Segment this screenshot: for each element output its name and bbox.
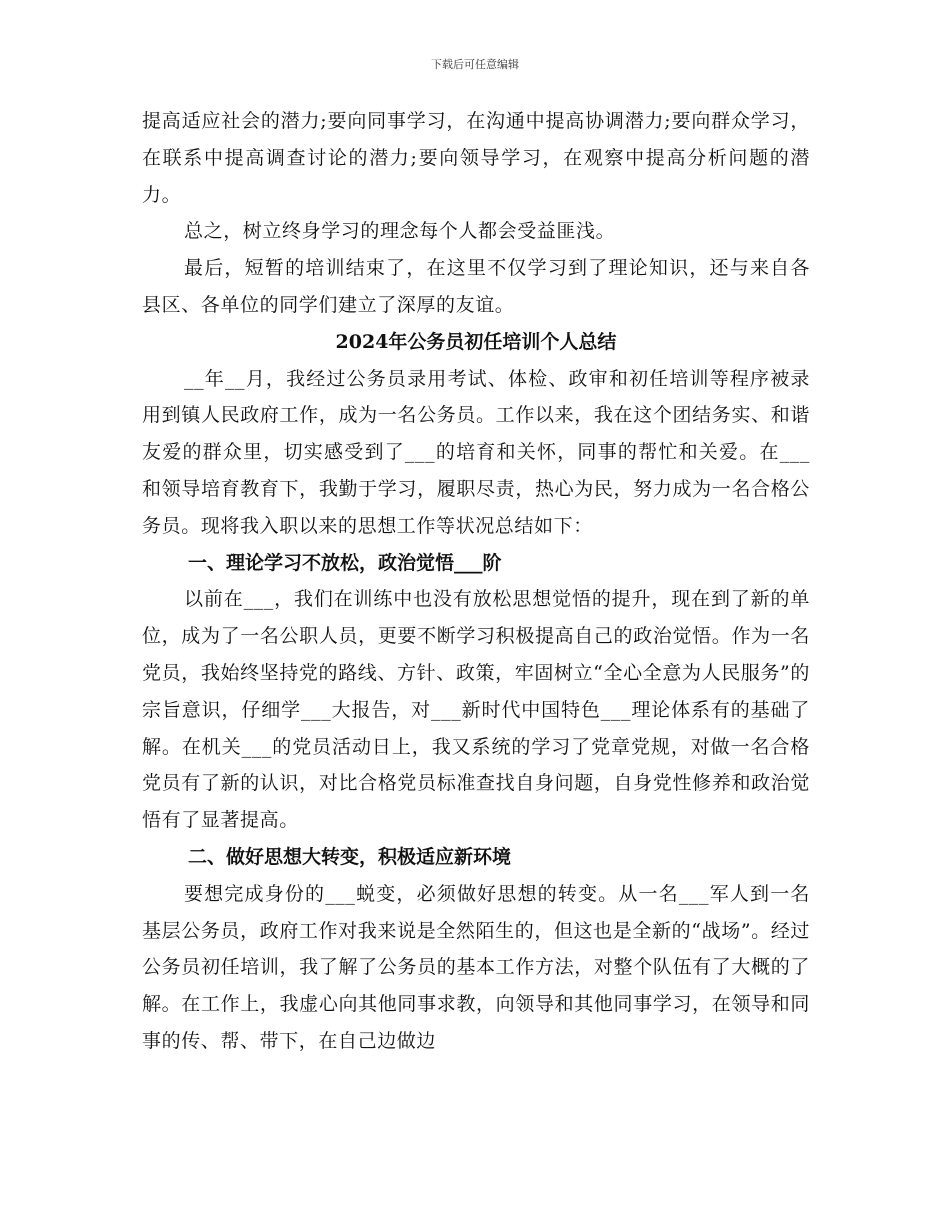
page-header-note: 下载后可任意编辑	[431, 58, 519, 71]
paragraph-section-2: 要想完成身份的___蜕变，必须做好思想的转变。从一名___军人到一名基层公务员，政府工作对我来说是全然陌生的，但这也是全新的“战场”。经过公务员初任培训，我了解了公务员的基本工作方法，对整个队伍有了大概的了解。在工作上，我虚心向其他同事求教，向领导和其他同事学习，在领导和同事的传、帮、带下，在自己边做边	[142, 882, 810, 1052]
paragraph-section-1: 以前在___，我们在训练中也没有放松思想觉悟的提升，现在到了新的单位，成为了一名公职人员，更要不断学习积极提高自己的政治觉悟。作为一名党员，我始终坚持党的路线、方针、政策，牢固树立“全心全意为人民服务”的宗旨意识，仔细学___大报告，对___新时代中国特色___理论体系有的基础了解。在机关___的党员活动日上，我又系统的学习了党章党规，对做一名合格党员有了新的认识，对比合格党员标准查找自身问题，自身党性修养和政治觉悟有了显著提高。	[142, 588, 810, 832]
paragraph-continued: 提高适应社会的潜力;要向同事学习，在沟通中提高协调潜力;要向群众学习，在联系中提高调查讨论的潜力;要向领导学习，在观察中提高分析问题的潜力。	[142, 110, 810, 206]
section-heading-2: 二、做好思想大转变，积极适应新环境	[188, 845, 512, 868]
section-heading-1: 一、理论学习不放松，政治觉悟___阶	[188, 551, 502, 574]
paragraph-intro: __年__月，我经过公务员录用考试、体检、政审和初任培训等程序被录用到镇人民政府工作，成为一名公务员。工作以来，我在这个团结务实、和谐友爱的群众里，切实感受到了___的培育和关怀，同事的帮忙和关爱。在___和领导培育教育下，我勤于学习，履职尽责，热心为民，努力成为一名合格公务员。现将我入职以来的思想工作等状况总结如下：	[142, 367, 810, 537]
paragraph-summary: 总之，树立终身学习的理念每个人都会受益匪浅。	[184, 220, 616, 243]
document-body	[142, 103, 810, 1060]
document-title: 2024年公务员初任培训个人总结	[335, 330, 617, 353]
paragraph-closing: 最后，短暂的培训结束了，在这里不仅学习到了理论知识，还与来自各县区、各单位的同学们建立了深厚的友谊。	[142, 257, 810, 316]
